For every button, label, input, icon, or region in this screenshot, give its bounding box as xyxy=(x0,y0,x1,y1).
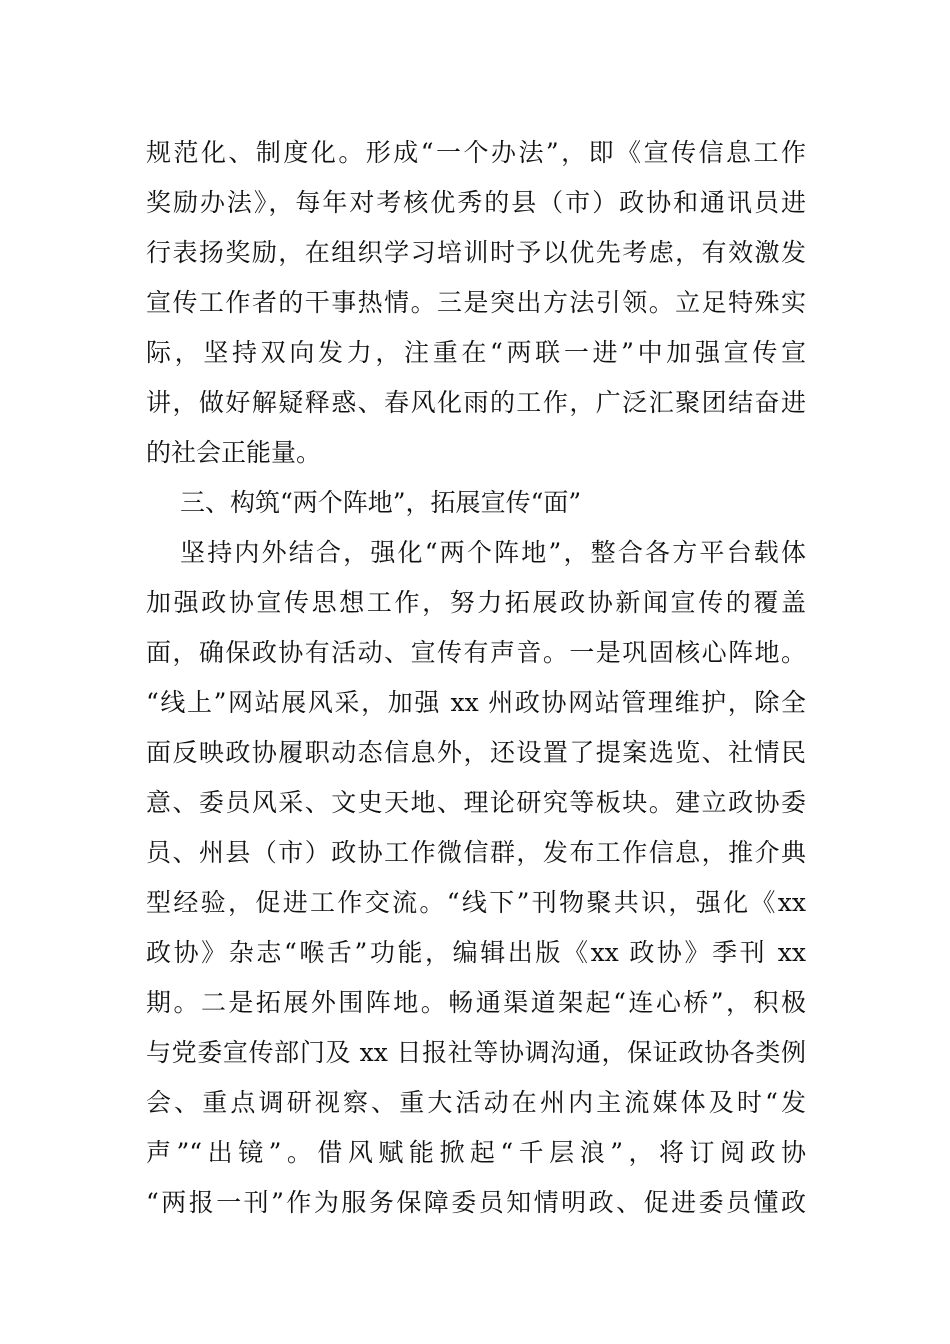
text-line: 的社会正能量。 xyxy=(146,438,322,467)
text-line: 型经验，促进工作交流。“线下”刊物聚共识，强化《xx xyxy=(146,888,806,917)
text-line: 会、重点调研视察、重大活动在州内主流媒体及时“发 xyxy=(146,1088,806,1117)
text-line: “线上”网站展风采，加强 xx 州政协网站管理维护，除全 xyxy=(146,688,806,717)
text-line: “两报一刊”作为服务保障委员知情明政、促进委员懂政 xyxy=(146,1188,806,1217)
text-line: 行表扬奖励，在组织学习培训时予以优先考虑，有效激发 xyxy=(146,238,806,267)
paragraph-first-line: 坚持内外结合，强化“两个阵地”，整合各方平台载体 xyxy=(180,538,806,567)
text-line: 意、委员风采、文史天地、理论研究等板块。建立政协委 xyxy=(146,788,806,817)
text-line: 奖励办法》，每年对考核优秀的县（市）政协和通讯员进 xyxy=(146,188,806,217)
text-line: 声”“出镜”。借风赋能掀起“千层浪”，将订阅政协 xyxy=(146,1138,806,1167)
section-heading: 三、构筑“两个阵地”，拓展宣传“面” xyxy=(180,488,582,517)
text-line: 际，坚持双向发力，注重在“两联一进”中加强宣传宣 xyxy=(146,338,806,367)
text-line: 与党委宣传部门及 xx 日报社等协调沟通，保证政协各类例 xyxy=(146,1038,806,1067)
text-line: 宣传工作者的干事热情。三是突出方法引领。立足特殊实 xyxy=(146,288,806,317)
text-line: 员、州县（市）政协工作微信群，发布工作信息，推介典 xyxy=(146,838,806,867)
text-line: 面，确保政协有活动、宣传有声音。一是巩固核心阵地。 xyxy=(146,638,806,667)
text-line: 讲，做好解疑释惑、春风化雨的工作，广泛汇聚团结奋进 xyxy=(146,388,806,417)
text-line: 政协》杂志“喉舌”功能，编辑出版《xx 政协》季刊 xx xyxy=(146,938,806,967)
text-line: 面反映政协履职动态信息外，还设置了提案选览、社情民 xyxy=(146,738,806,767)
text-line: 加强政协宣传思想工作，努力拓展政协新闻宣传的覆盖 xyxy=(146,588,806,617)
text-line: 规范化、制度化。形成“一个办法”，即《宣传信息工作 xyxy=(146,138,806,167)
text-line: 期。二是拓展外围阵地。畅通渠道架起“连心桥”，积极 xyxy=(146,988,806,1017)
